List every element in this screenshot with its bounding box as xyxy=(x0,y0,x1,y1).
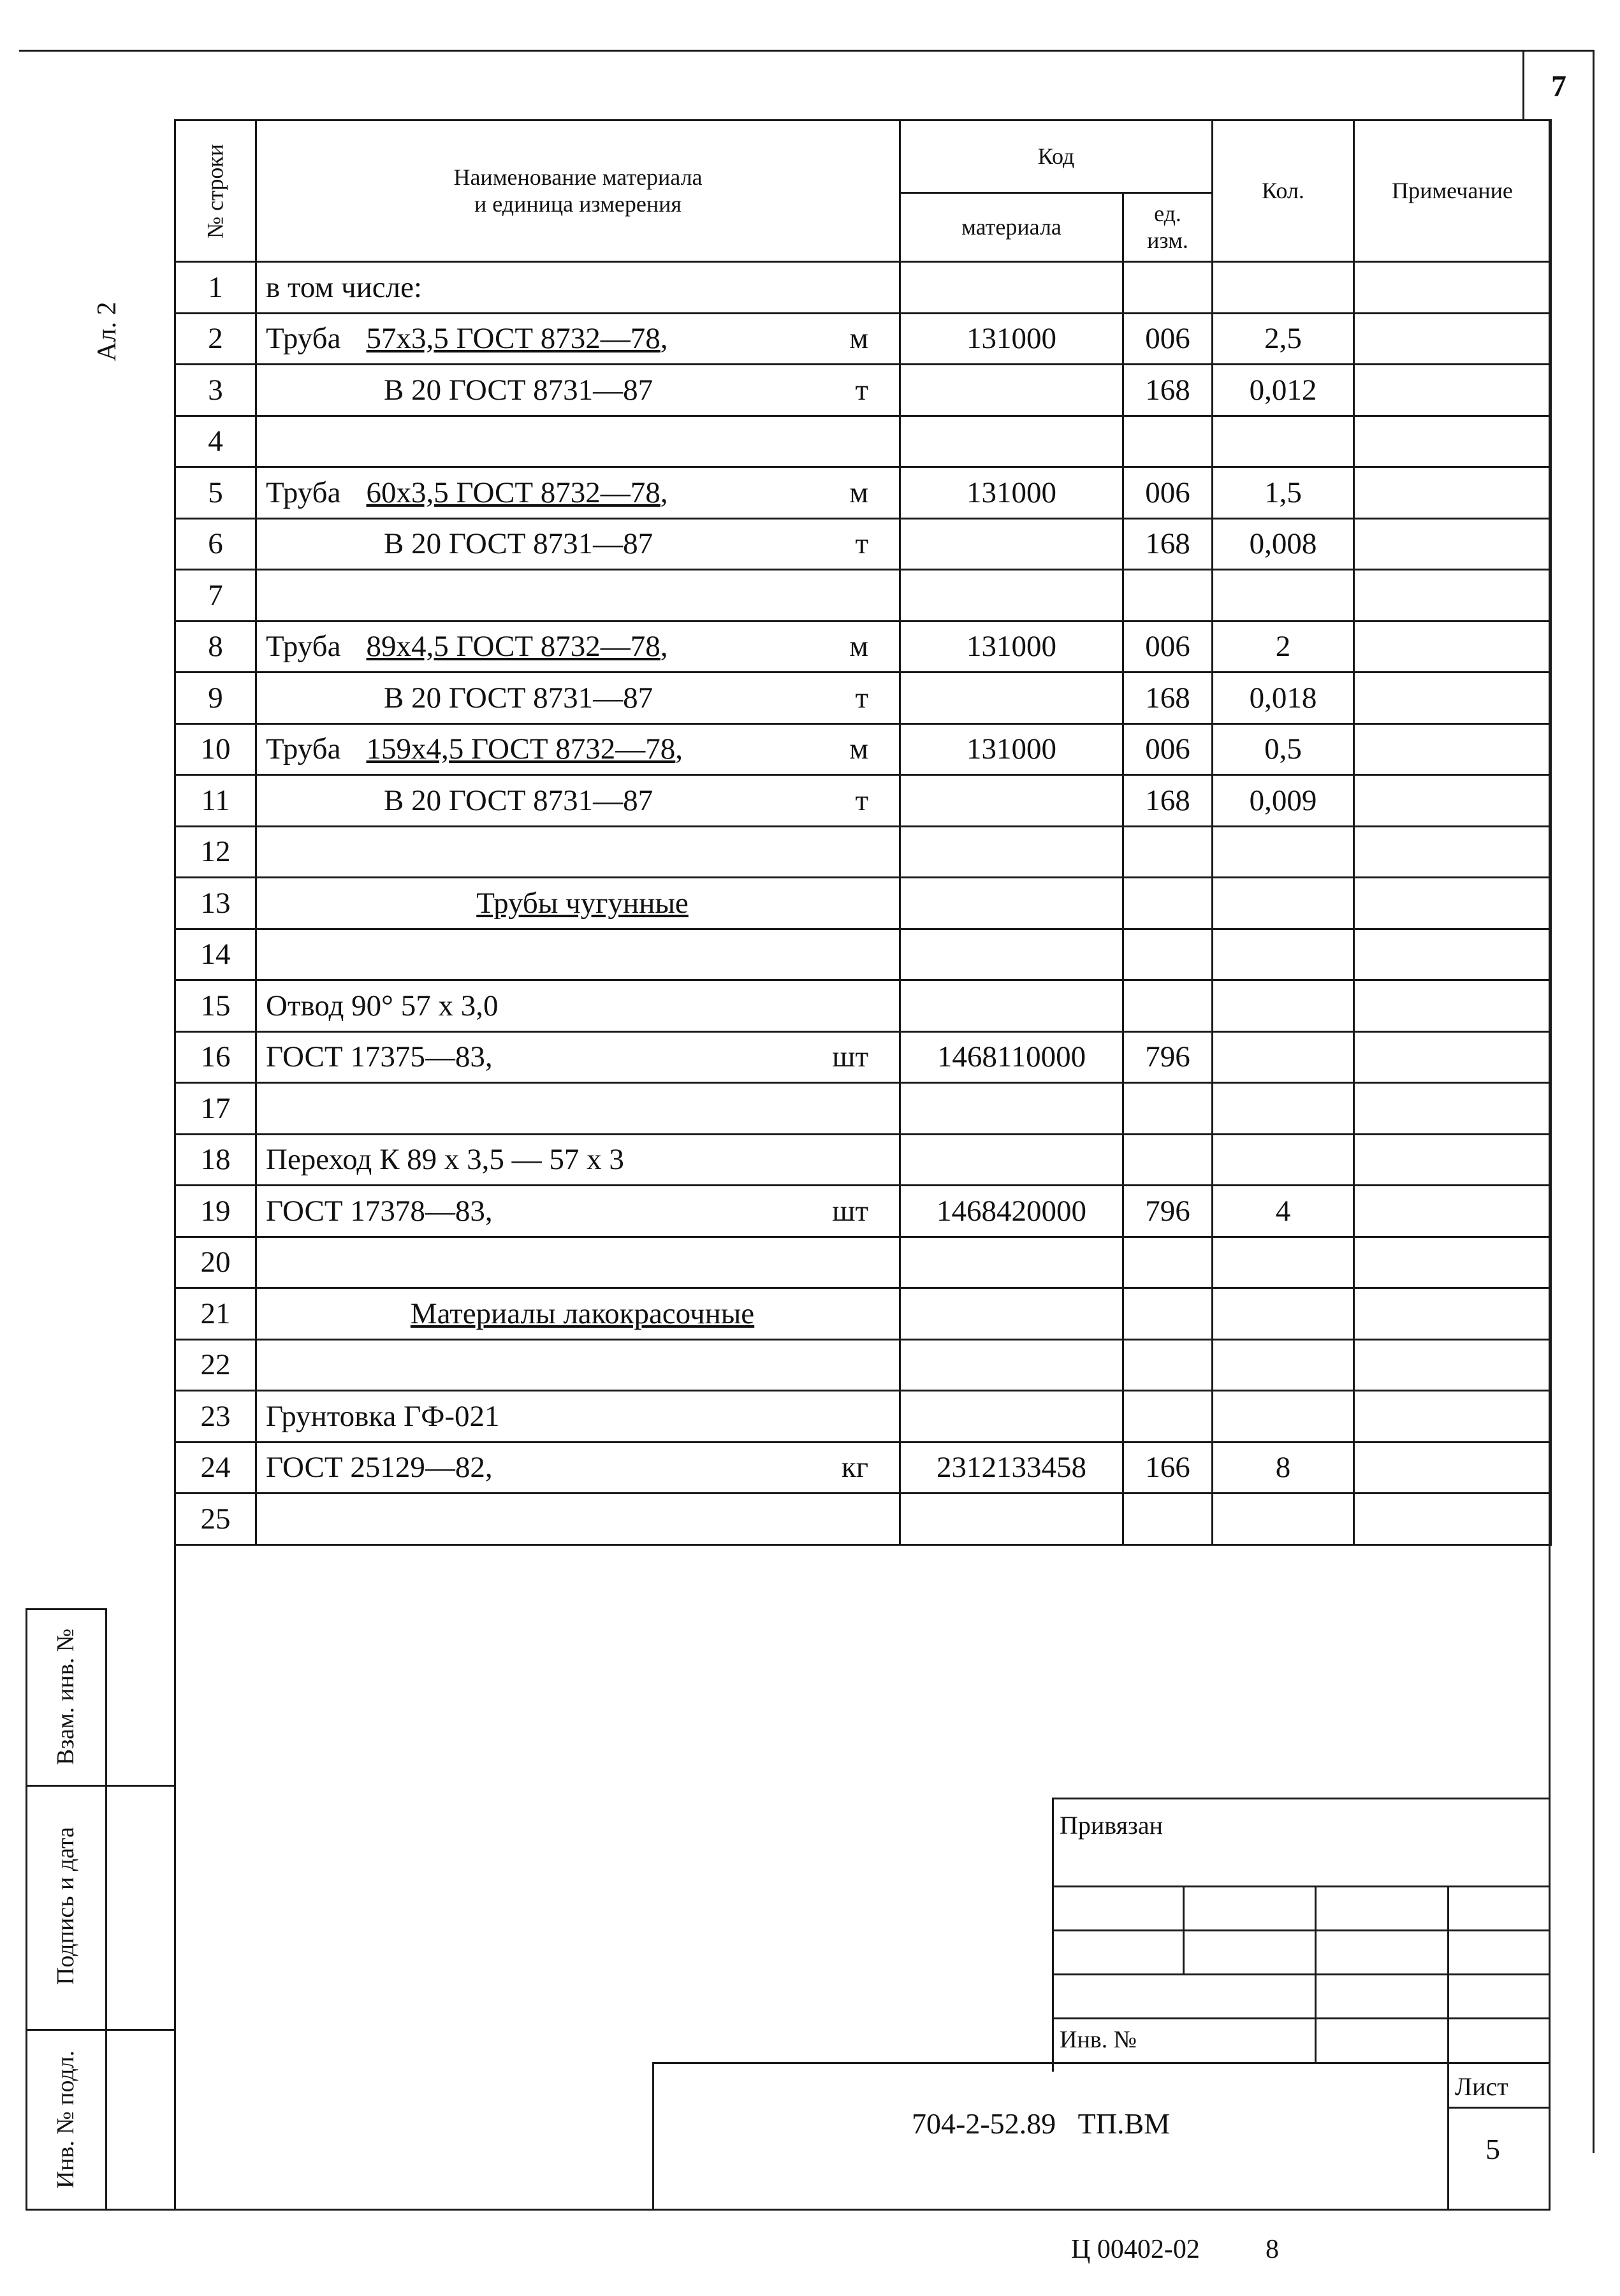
material-name: ГОСТ 25129—82, xyxy=(266,1451,493,1485)
page-number: 7 xyxy=(1551,69,1566,103)
material-name-prefix: Труба xyxy=(266,322,341,356)
material-code xyxy=(900,570,1123,621)
unit-code xyxy=(1123,878,1213,929)
note xyxy=(1354,621,1551,672)
unit-code xyxy=(1123,570,1213,621)
row-number: 11 xyxy=(175,775,256,827)
quantity xyxy=(1213,826,1354,878)
binding-row4 xyxy=(1052,2017,1551,2019)
material-code: 131000 xyxy=(900,723,1123,775)
quantity: 2 xyxy=(1213,621,1354,672)
note xyxy=(1354,1083,1551,1135)
row-number: 13 xyxy=(175,878,256,929)
table-row xyxy=(175,416,1551,467)
document-code: 704-2-52.89 ТП.ВМ xyxy=(912,2107,1171,2140)
table-row xyxy=(175,980,1551,1032)
table-row xyxy=(175,1186,1551,1237)
unit-label: м xyxy=(849,732,868,766)
table-row xyxy=(175,1391,1551,1442)
material-name-spec: 60х3,5 ГОСТ 8732—78 xyxy=(366,476,660,509)
quantity xyxy=(1213,1391,1354,1442)
row-number: 7 xyxy=(175,570,256,621)
note xyxy=(1354,723,1551,775)
unit-label: шт xyxy=(832,1194,868,1228)
unit-label: т xyxy=(855,681,868,715)
material-code xyxy=(900,826,1123,878)
row-number: 10 xyxy=(175,723,256,775)
material-code xyxy=(900,416,1123,467)
row-number: 12 xyxy=(175,826,256,878)
unit-code: 796 xyxy=(1123,1186,1213,1237)
material-name-cell xyxy=(256,775,900,827)
table-row xyxy=(175,262,1551,314)
table-row xyxy=(175,1031,1551,1083)
table-row xyxy=(175,1493,1551,1545)
note xyxy=(1354,1134,1551,1186)
sheet-number: 5 xyxy=(1485,2133,1500,2165)
material-name-cell xyxy=(256,929,900,980)
material-name-cell xyxy=(256,1288,900,1340)
quantity: 2,5 xyxy=(1213,313,1354,365)
material-name-cell xyxy=(256,878,900,929)
note xyxy=(1354,365,1551,416)
material-name-cell xyxy=(256,980,900,1032)
material-name-cell xyxy=(256,1186,900,1237)
material-code xyxy=(900,1288,1123,1340)
row-number: 5 xyxy=(175,467,256,519)
section-title: Материалы лакокрасочные xyxy=(410,1297,755,1330)
quantity: 0,018 xyxy=(1213,672,1354,724)
main-frame-bottom xyxy=(26,2209,1551,2211)
unit-code: 796 xyxy=(1123,1031,1213,1083)
material-name: Отвод 90° 57 х 3,0 xyxy=(266,989,499,1022)
material-grade: В 20 ГОСТ 8731—87 xyxy=(384,527,653,561)
material-name-suffix: , xyxy=(675,732,683,766)
material-name-prefix: Труба xyxy=(266,476,341,509)
row-number: 18 xyxy=(175,1134,256,1186)
quantity: 1,5 xyxy=(1213,467,1354,519)
material-name-cell xyxy=(256,621,900,672)
unit-code xyxy=(1123,1083,1213,1135)
material-code: 1468420000 xyxy=(900,1186,1123,1237)
material-code: 131000 xyxy=(900,621,1123,672)
unit-code xyxy=(1123,929,1213,980)
row-number: 23 xyxy=(175,1391,256,1442)
quantity xyxy=(1213,1134,1354,1186)
header-name-line2: и единица измерения xyxy=(474,191,682,217)
stamp-col-sep2 xyxy=(26,2029,175,2031)
row-number: 19 xyxy=(175,1186,256,1237)
stamp-col-outer xyxy=(26,1608,27,2211)
material-spec-table xyxy=(174,119,1552,1546)
material-name-spec: 57х3,5 ГОСТ 8732—78 xyxy=(366,322,660,356)
section-title: Трубы чугунные xyxy=(476,886,689,920)
binding-left xyxy=(1052,1798,1054,2072)
binding-col1 xyxy=(1183,1885,1185,1975)
material-name: Грунтовка ГФ-021 xyxy=(266,1399,500,1433)
material-grade: В 20 ГОСТ 8731—87 xyxy=(384,373,653,407)
sheet-label: Лист xyxy=(1455,2072,1508,2101)
row-number: 6 xyxy=(175,518,256,570)
vzam-inv-label: Взам. инв. № xyxy=(52,1628,79,1766)
unit-label: м xyxy=(849,476,868,509)
unit-code xyxy=(1123,980,1213,1032)
material-code xyxy=(900,980,1123,1032)
header-row-no: № строки xyxy=(175,120,256,262)
note xyxy=(1354,1186,1551,1237)
note xyxy=(1354,1391,1551,1442)
side-label-al: Ал. 2 xyxy=(92,302,122,361)
spec-table-body xyxy=(175,262,1551,1545)
material-name-cell xyxy=(256,570,900,621)
row-number: 9 xyxy=(175,672,256,724)
inv-podl-label: Инв. № подл. xyxy=(52,2050,79,2189)
row-number: 4 xyxy=(175,416,256,467)
table-row xyxy=(175,723,1551,775)
table-row xyxy=(175,826,1551,878)
table-row xyxy=(175,621,1551,672)
unit-label: м xyxy=(849,322,868,356)
sheet-label-sep xyxy=(1447,2107,1551,2109)
unit-code xyxy=(1123,1493,1213,1545)
unit-code xyxy=(1123,1391,1213,1442)
table-row xyxy=(175,313,1551,365)
table-row xyxy=(175,775,1551,827)
page-number-box-left xyxy=(1522,50,1524,121)
quantity xyxy=(1213,416,1354,467)
material-code xyxy=(900,775,1123,827)
stamp-col-sep1 xyxy=(26,1785,175,1787)
material-name-cell xyxy=(256,1493,900,1545)
material-code xyxy=(900,672,1123,724)
material-code xyxy=(900,1339,1123,1391)
row-number: 20 xyxy=(175,1237,256,1288)
quantity xyxy=(1213,980,1354,1032)
unit-code xyxy=(1123,262,1213,314)
material-name-suffix: , xyxy=(660,322,668,356)
quantity: 0,012 xyxy=(1213,365,1354,416)
note xyxy=(1354,1442,1551,1493)
unit-code xyxy=(1123,1288,1213,1340)
table-row xyxy=(175,1442,1551,1493)
material-code xyxy=(900,1083,1123,1135)
note xyxy=(1354,1493,1551,1545)
quantity xyxy=(1213,1083,1354,1135)
footer-number: 8 xyxy=(1266,2235,1279,2264)
table-row xyxy=(175,1237,1551,1288)
unit-code: 006 xyxy=(1123,467,1213,519)
unit-code xyxy=(1123,1339,1213,1391)
material-name-cell xyxy=(256,467,900,519)
material-code xyxy=(900,1237,1123,1288)
note xyxy=(1354,775,1551,827)
unit-code: 166 xyxy=(1123,1442,1213,1493)
material-name-cell xyxy=(256,1083,900,1135)
header-code-unit-line1: ед. xyxy=(1154,201,1181,227)
quantity xyxy=(1213,570,1354,621)
note xyxy=(1354,878,1551,929)
note xyxy=(1354,1288,1551,1340)
quantity xyxy=(1213,1493,1354,1545)
material-name: в том числе: xyxy=(266,270,422,304)
header-code: Код xyxy=(900,120,1213,193)
quantity: 0,008 xyxy=(1213,518,1354,570)
footer-code: Ц 00402-02 xyxy=(1071,2235,1200,2264)
material-name-cell xyxy=(256,826,900,878)
unit-code: 006 xyxy=(1123,621,1213,672)
unit-label: т xyxy=(855,527,868,561)
material-name-cell xyxy=(256,672,900,724)
material-name-cell xyxy=(256,1237,900,1288)
material-code: 131000 xyxy=(900,467,1123,519)
unit-code xyxy=(1123,1237,1213,1288)
quantity xyxy=(1213,1288,1354,1340)
row-number: 8 xyxy=(175,621,256,672)
binding-row3 xyxy=(1052,1973,1551,1975)
table-row xyxy=(175,878,1551,929)
header-code-material: материала xyxy=(900,193,1123,262)
unit-label: м xyxy=(849,630,868,664)
table-row xyxy=(175,1288,1551,1340)
material-name: ГОСТ 17378—83, xyxy=(266,1194,493,1228)
table-row xyxy=(175,467,1551,519)
note xyxy=(1354,980,1551,1032)
note xyxy=(1354,672,1551,724)
material-code xyxy=(900,929,1123,980)
unit-code: 168 xyxy=(1123,672,1213,724)
binding-top xyxy=(1052,1798,1551,1799)
material-name-cell xyxy=(256,1134,900,1186)
unit-label: шт xyxy=(832,1040,868,1074)
quantity xyxy=(1213,1237,1354,1288)
row-number: 21 xyxy=(175,1288,256,1340)
header-code-unit-line2: изм. xyxy=(1147,227,1188,253)
top-rule xyxy=(19,50,1594,52)
title-block-top xyxy=(652,2062,1551,2064)
binding-col2 xyxy=(1315,1885,1317,2062)
material-name-cell xyxy=(256,518,900,570)
quantity: 0,5 xyxy=(1213,723,1354,775)
row-number: 16 xyxy=(175,1031,256,1083)
note xyxy=(1354,1339,1551,1391)
material-code: 2312133458 xyxy=(900,1442,1123,1493)
material-name-cell xyxy=(256,1442,900,1493)
quantity: 0,009 xyxy=(1213,775,1354,827)
material-name-cell xyxy=(256,365,900,416)
note xyxy=(1354,1031,1551,1083)
inv-no-label: Инв. № xyxy=(1060,2026,1137,2053)
row-number: 2 xyxy=(175,313,256,365)
material-grade: В 20 ГОСТ 8731—87 xyxy=(384,783,653,817)
table-row xyxy=(175,570,1551,621)
material-code xyxy=(900,1391,1123,1442)
right-frame-line xyxy=(1593,50,1594,2153)
quantity xyxy=(1213,1031,1354,1083)
stamp-col-top xyxy=(26,1608,107,1610)
table-row xyxy=(175,1339,1551,1391)
header-code-unit xyxy=(1123,193,1213,262)
unit-code: 006 xyxy=(1123,723,1213,775)
material-code xyxy=(900,1134,1123,1186)
material-name-cell xyxy=(256,1031,900,1083)
material-name-cell xyxy=(256,262,900,314)
row-number: 14 xyxy=(175,929,256,980)
material-name-cell xyxy=(256,1339,900,1391)
quantity xyxy=(1213,929,1354,980)
note xyxy=(1354,929,1551,980)
row-number: 24 xyxy=(175,1442,256,1493)
header-note: Примечание xyxy=(1354,120,1551,262)
quantity xyxy=(1213,878,1354,929)
header-name xyxy=(256,120,900,262)
material-code: 131000 xyxy=(900,313,1123,365)
unit-code: 006 xyxy=(1123,313,1213,365)
unit-label: т xyxy=(855,373,868,407)
note xyxy=(1354,570,1551,621)
material-name-prefix: Труба xyxy=(266,732,341,766)
table-row xyxy=(175,1083,1551,1135)
stamp-col-inner xyxy=(105,1608,107,2211)
quantity xyxy=(1213,1339,1354,1391)
unit-code: 168 xyxy=(1123,518,1213,570)
material-name-suffix: , xyxy=(660,630,668,664)
row-number: 1 xyxy=(175,262,256,314)
table-row xyxy=(175,365,1551,416)
table-row xyxy=(175,929,1551,980)
header-qty: Кол. xyxy=(1213,120,1354,262)
note xyxy=(1354,467,1551,519)
note xyxy=(1354,1237,1551,1288)
row-number: 25 xyxy=(175,1493,256,1545)
material-name-spec: 89х4,5 ГОСТ 8732—78 xyxy=(366,630,660,664)
quantity: 4 xyxy=(1213,1186,1354,1237)
material-code: 1468110000 xyxy=(900,1031,1123,1083)
quantity: 8 xyxy=(1213,1442,1354,1493)
unit-code xyxy=(1123,416,1213,467)
material-name-prefix: Труба xyxy=(266,630,341,664)
note xyxy=(1354,313,1551,365)
material-code xyxy=(900,518,1123,570)
podpis-data-label: Подпись и дата xyxy=(52,1826,79,1986)
unit-code xyxy=(1123,1134,1213,1186)
material-code xyxy=(900,365,1123,416)
privyazan-label: Привязан xyxy=(1060,1811,1164,1840)
material-name: ГОСТ 17375—83, xyxy=(266,1040,493,1074)
unit-code xyxy=(1123,826,1213,878)
material-name-cell xyxy=(256,723,900,775)
row-number: 15 xyxy=(175,980,256,1032)
note xyxy=(1354,262,1551,314)
note xyxy=(1354,826,1551,878)
binding-row2 xyxy=(1052,1929,1551,1931)
unit-label: т xyxy=(855,783,868,817)
table-row xyxy=(175,1134,1551,1186)
row-number: 22 xyxy=(175,1339,256,1391)
material-grade: В 20 ГОСТ 8731—87 xyxy=(384,681,653,715)
header-name-line1: Наименование материала xyxy=(453,164,703,191)
material-name-cell xyxy=(256,1391,900,1442)
unit-label: кг xyxy=(841,1451,868,1485)
unit-code: 168 xyxy=(1123,775,1213,827)
material-code xyxy=(900,878,1123,929)
material-code xyxy=(900,262,1123,314)
quantity xyxy=(1213,262,1354,314)
row-number: 17 xyxy=(175,1083,256,1135)
unit-code: 168 xyxy=(1123,365,1213,416)
row-number: 3 xyxy=(175,365,256,416)
note xyxy=(1354,518,1551,570)
title-block-left xyxy=(652,2062,654,2211)
table-row xyxy=(175,672,1551,724)
material-name-cell xyxy=(256,416,900,467)
material-name-spec: 159х4,5 ГОСТ 8732—78 xyxy=(366,732,676,766)
binding-row1 xyxy=(1052,1885,1551,1887)
material-name-cell xyxy=(256,313,900,365)
note xyxy=(1354,416,1551,467)
material-code xyxy=(900,1493,1123,1545)
material-name: Переход К 89 х 3,5 — 57 х 3 xyxy=(266,1143,624,1177)
material-name-suffix: , xyxy=(660,476,668,509)
binding-col3 xyxy=(1447,1885,1449,2211)
table-row xyxy=(175,518,1551,570)
